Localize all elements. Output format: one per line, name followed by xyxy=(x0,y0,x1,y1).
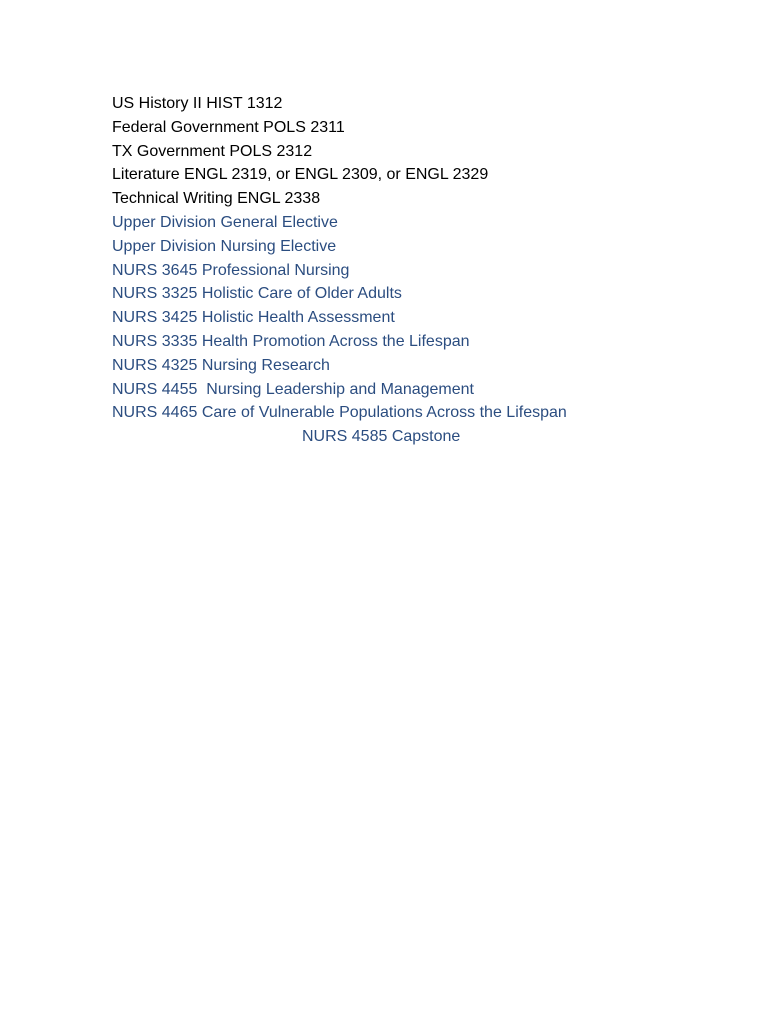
course-line-nurs-3425: NURS 3425 Holistic Health Assessment xyxy=(112,309,395,327)
course-line-nurs-4465: NURS 4465 Care of Vulnerable Populations Across the Lifespan xyxy=(112,404,567,422)
course-list xyxy=(112,92,732,449)
course-line-nursing-elective: Upper Division Nursing Elective xyxy=(112,237,337,255)
course-line-pols-2312: TX Government POLS 2312 xyxy=(112,142,313,160)
course-line-nurs-4325: NURS 4325 Nursing Research xyxy=(112,356,330,374)
course-line-nurs-3645: NURS 3645 Professional Nursing xyxy=(112,261,350,279)
course-line-pols-2311: Federal Government POLS 2311 xyxy=(112,118,345,136)
course-line-nurs-3325: NURS 3325 Holistic Care of Older Adults xyxy=(112,285,402,303)
course-line-engl-2338: Technical Writing ENGL 2338 xyxy=(112,190,321,208)
course-line-general-elective: Upper Division General Elective xyxy=(112,213,338,231)
course-line-nurs-4585: NURS 4585 Capstone xyxy=(302,428,461,446)
course-line-hist-1312: US History II HIST 1312 xyxy=(112,95,283,112)
course-line-literature: Literature ENGL 2319, or ENGL 2309, or ENGL 2329 xyxy=(112,166,489,184)
course-line-nurs-4455: NURS 4455 Nursing Leadership and Management xyxy=(112,380,474,398)
course-line-nurs-3335: NURS 3335 Health Promotion Across the Lifespan xyxy=(112,332,470,350)
